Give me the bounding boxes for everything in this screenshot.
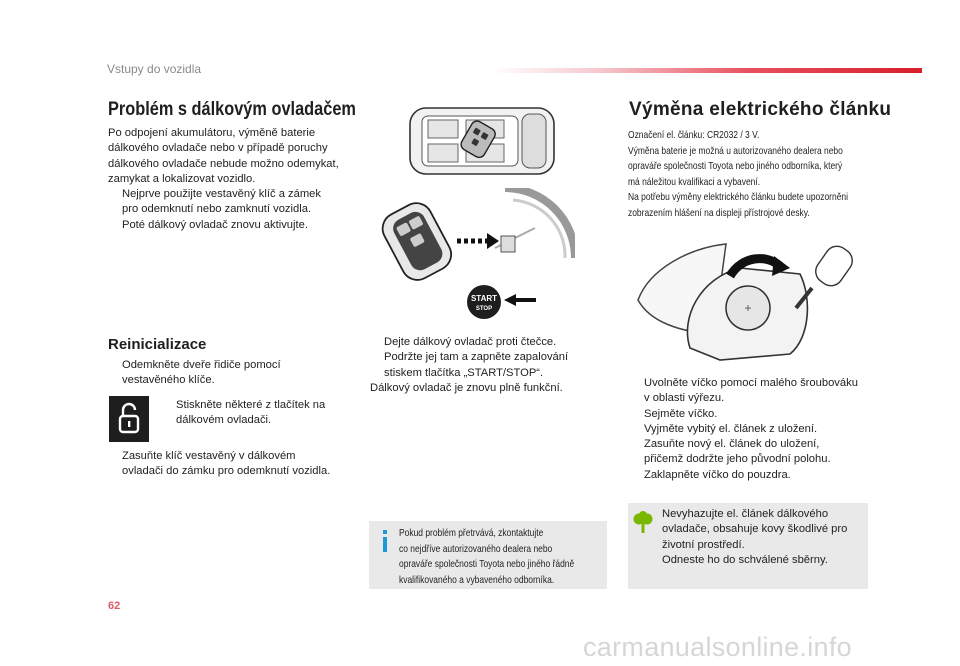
info-line: opraváře společnosti Toyota nebo jiného řádně (399, 559, 575, 571)
step-line: Vyjměte vybitý el. článek z uložení. (644, 422, 818, 435)
reinit-step-3 (108, 449, 368, 480)
stop-label: STOP (475, 306, 493, 312)
eco-line: Nevyhazujte el. článek dálkového (662, 508, 829, 520)
step-line: Sejměte víčko. (644, 407, 718, 420)
step-line: Podržte jej tam a zapněte zapalování (384, 351, 569, 364)
info-line: Pokud problém přetrvává, zkontaktujte (399, 528, 544, 539)
bullet-marker (370, 335, 384, 350)
desc-line: Na potřebu výměny elektrického článku budete upozorněni (628, 192, 848, 204)
step-line: Odemkněte dveře řidiče pomocí (122, 359, 281, 371)
reinit-step-2 (162, 398, 362, 429)
info-line: co nejdříve autorizovaného dealera nebo (399, 543, 553, 555)
desc-line: Označení el. článku: CR2032 / 3 V. (628, 130, 760, 141)
desc-line: zobrazením hlášení na displeji přístrojové desky. (628, 207, 810, 219)
bullet-item (108, 218, 358, 233)
info-text (399, 526, 574, 588)
reinit-step-1 (108, 358, 358, 389)
step-line: v oblasti výřezu. (644, 392, 725, 405)
car-top-view-illustration (408, 104, 558, 180)
eco-line: životní prostředí. (662, 538, 745, 551)
bullet-marker (108, 187, 122, 218)
bullet-marker (370, 350, 384, 381)
desc-line: má náležitou kvalifikaci a vybavení. (628, 176, 761, 188)
bullet-line: Poté dálkový ovladač znovu aktivujte. (122, 218, 308, 231)
step-line: dálkovém ovladači. (176, 414, 272, 427)
info-line: kvalifikovaného a vybaveného odborníka. (399, 574, 555, 586)
step-line: Zasuňte nový el. článek do uložení, (644, 438, 820, 451)
middle-steps (370, 335, 610, 396)
reinit-heading: Reinicializace (108, 336, 207, 353)
unlock-icon (109, 396, 149, 442)
step-line: ovladači do zámku pro odemknutí vozidla. (122, 465, 331, 478)
bullet-marker (630, 422, 644, 437)
bullet-marker (162, 398, 176, 429)
section-title: Vstupy do vozidla (107, 62, 202, 76)
bullet-marker (108, 449, 122, 480)
watermark: carmanualsonline.info (583, 632, 852, 662)
bullet-item (108, 187, 358, 218)
problem-intro-line: zamykat a lokalizovat vozidlo. (108, 172, 256, 185)
bullet-marker (630, 437, 644, 468)
key-and-steering-illustration (375, 188, 575, 288)
problem-intro-line: dálkového ovladače nebude možno odemykat, (108, 157, 339, 170)
eco-line: Odneste ho do schválené sběrny. (662, 553, 828, 566)
bullet-marker (630, 407, 644, 422)
problem-heading: Problém s dálkovým ovladačem (108, 99, 356, 120)
step-line: Zaklapněte víčko do pouzdra. (644, 468, 791, 481)
step-line: vestavěného klíče. (122, 374, 215, 387)
result-line: Dálkový ovladač je znovu plně funkční. (370, 381, 563, 394)
bullet-marker (108, 358, 122, 389)
step-line: Zasuňte klíč vestavěný v dálkovém (122, 450, 296, 462)
svg-text:+: + (744, 301, 752, 315)
replace-steps (630, 376, 880, 483)
bullet-line: pro odemknutí nebo zamknutí vozidla. (122, 203, 312, 216)
start-label: START (470, 294, 498, 303)
step-line: stiskem tlačítka „START/STOP“. (384, 366, 544, 379)
step-line: přičemž dodržte jeho původní polohu. (644, 453, 831, 466)
bullet-marker (630, 376, 644, 407)
problem-intro-line: Po odpojení akumulátoru, výměně baterie (108, 127, 316, 139)
eco-line: ovladače, obsahuje kovy škodlivé pro (662, 523, 848, 536)
bullet-marker (108, 218, 122, 233)
header-accent-bar (490, 68, 922, 73)
start-stop-illustration (462, 284, 538, 324)
replace-heading: Výměna elektrického článku (629, 99, 892, 120)
step-line: Uvolněte víčko pomocí malého šroubováku (644, 377, 858, 389)
desc-line: Výměna baterie je možná u autorizovaného dealera nebo (628, 145, 843, 157)
bullet-marker (630, 468, 644, 483)
info-icon (380, 530, 390, 552)
page-number: 62 (108, 600, 121, 612)
step-line: Stiskněte některé z tlačítek na (176, 399, 326, 411)
desc-line: opraváře společnosti Toyota nebo jiného odborníka, který (628, 161, 843, 173)
replace-desc (628, 128, 848, 222)
battery-replacement-illustration (630, 238, 870, 368)
tree-icon (633, 511, 653, 535)
step-line: Dejte dálkový ovladač proti čtečce. (384, 336, 557, 348)
bullet-line: Nejprve použijte vestavěný klíč a zámek (122, 188, 321, 201)
problem-intro-line: dálkového ovladače nebo v případě poruchy (108, 142, 328, 155)
eco-text (662, 507, 862, 568)
problem-text (108, 126, 358, 233)
